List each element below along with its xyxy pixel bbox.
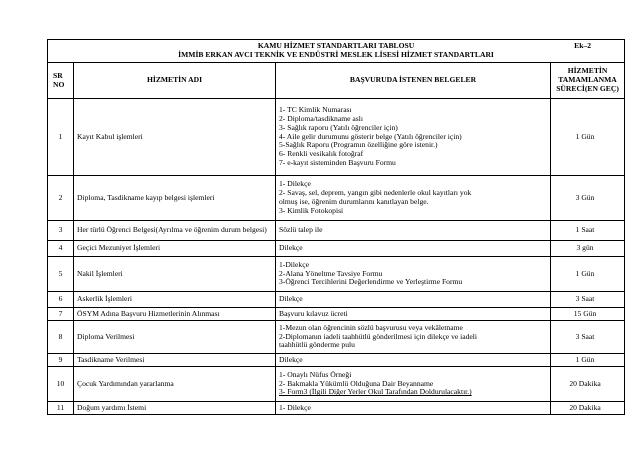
document-line: Sözlü talep ile	[279, 225, 323, 235]
row-number: 4	[48, 241, 74, 257]
service-name: Her türlü Öğrenci Belgesi(Ayrılma ve öğrenim durum belgesi)	[74, 221, 276, 241]
required-documents	[276, 292, 551, 308]
table-row	[48, 221, 625, 241]
required-documents	[276, 402, 551, 415]
document-line: taahhütlü gönderme pulu	[279, 340, 355, 350]
table-row	[48, 308, 625, 321]
annex-label: Ek–2	[574, 41, 592, 51]
completion-time: 1 Gün	[551, 99, 625, 176]
header-duration: HİZMETİN TAMAMLANMA SÜRECİ(EN GEÇ)	[551, 63, 625, 99]
services-table	[47, 39, 625, 415]
row-number: 2	[48, 176, 74, 221]
service-name: Diploma Verilmesi	[74, 321, 276, 354]
school-title: İMMİB ERKAN AVCI TEKNİK VE ENDÜSTRİ MESLEK LİSESİ HİZMET STANDARTLARI	[178, 50, 494, 59]
service-name: Çocuk Yardımından yararlanma	[74, 367, 276, 402]
table-row	[48, 292, 625, 308]
rows-body	[48, 99, 625, 415]
row-number: 10	[48, 367, 74, 402]
document-line: 3- Form3 (İlgili Diğer Yerler Okul Tarafından Doldurulacaktır.)	[279, 387, 472, 397]
document-line: Dilekçe	[279, 243, 303, 253]
document-line: 1- TC Kimlik Numarası	[279, 104, 352, 114]
completion-time: 3 Saat	[551, 292, 625, 308]
document-line: 1- Onaylı Nüfus Örneği	[279, 369, 352, 379]
document-line: Dilekçe	[279, 294, 303, 304]
completion-time: 15 Gün	[551, 308, 625, 321]
document-line: 4- Aile gelir durumunu gösterir belge (Yatılı öğrenciler için)	[279, 131, 462, 141]
document-line: 2- Savaş, sel, deprem, yangın gibi nedenlerle okul kayıtları yok	[279, 188, 472, 198]
document-line: 7- e-kayıt sisteminden Başvuru Formu	[279, 158, 396, 168]
row-number: 7	[48, 308, 74, 321]
service-name: Kayıt Kabul işlemleri	[74, 99, 276, 176]
service-name: ÖSYM Adına Başvuru Hizmetlerinin Alınması	[74, 308, 276, 321]
required-documents	[276, 354, 551, 367]
document-line: 2- Bakmakla Yükümlü Olduğuna Dair Beyanname	[279, 378, 434, 388]
completion-time: 20 Dakika	[551, 367, 625, 402]
table-row	[48, 321, 625, 354]
document-line: 2-Alana Yöneltme Tavsiye Formu	[279, 268, 383, 278]
document-line: 6- Renkli vesikalık fotoğraf	[279, 149, 364, 159]
document-line: 1-Dilekçe	[279, 259, 309, 269]
services-standards-sheet	[47, 39, 624, 415]
document-line: 2- Diploma/tasdikname aslı	[279, 113, 363, 123]
row-number: 1	[48, 99, 74, 176]
required-documents	[276, 241, 551, 257]
table-row	[48, 99, 625, 176]
service-name: Nakil İşlemleri	[74, 257, 276, 292]
row-number: 11	[48, 402, 74, 415]
completion-time: 20 Dakika	[551, 402, 625, 415]
table-row	[48, 367, 625, 402]
table-row	[48, 257, 625, 292]
service-name: Askerlik İşlemleri	[74, 292, 276, 308]
completion-time: 1 Gün	[551, 354, 625, 367]
required-documents	[276, 99, 551, 176]
document-line: 1- Dilekçe	[279, 179, 311, 189]
row-number: 3	[48, 221, 74, 241]
completion-time: 1 Saat	[551, 221, 625, 241]
header-row	[48, 63, 625, 99]
required-documents	[276, 308, 551, 321]
required-documents	[276, 321, 551, 354]
document-line: 2-Diplomanın iadeli taahhütlü gönderilmesi için dilekçe ve iadeli	[279, 331, 478, 341]
completion-time: 3 Saat	[551, 321, 625, 354]
document-line: 1- Dilekçe	[279, 402, 311, 412]
document-line: Dilekçe	[279, 354, 303, 364]
header-no: SR NO	[48, 63, 74, 99]
required-documents	[276, 367, 551, 402]
required-documents	[276, 176, 551, 221]
table-row	[48, 241, 625, 257]
row-number: 9	[48, 354, 74, 367]
service-name: Geçici Mezuniyet İşlemleri	[74, 241, 276, 257]
document-line: 5-Sağlık Raporu (Programın özelliğine göre istenir.)	[279, 140, 438, 150]
required-documents	[276, 221, 551, 241]
table-title-row	[48, 40, 625, 63]
table-row	[48, 354, 625, 367]
document-line: olmuş ise, öğrenim durumlarını kanıtlayan belge.	[279, 197, 429, 206]
row-number: 8	[48, 321, 74, 354]
document-line: 3- Sağlık raporu (Yatılı öğrenciler için)	[279, 122, 398, 132]
document-line: 3-Öğrenci Tercihlerini Değerlendirme ve Yerleştirme Formu	[279, 277, 463, 287]
document-line: 1-Mezun olan öğrencinin sözlü başvurusu veya vekâletname	[279, 322, 463, 332]
document-line: Başvuru kılavuz ücreti	[279, 308, 348, 318]
service-name: Diploma, Tasdikname kayıp belgesi işlemleri	[74, 176, 276, 221]
service-name: Doğum yardımı İstemi	[74, 402, 276, 415]
table-title-cell	[48, 40, 625, 63]
header-documents: BAŞVURUDA İSTENEN BELGELER	[276, 63, 551, 99]
completion-time: 3 Gün	[551, 176, 625, 221]
completion-time: 3 gün	[551, 241, 625, 257]
completion-time: 1 Gün	[551, 257, 625, 292]
table-row	[48, 176, 625, 221]
document-line: 3- Kimlik Fotokopisi	[279, 205, 344, 215]
table-title: KAMU HİZMET STANDARTLARI TABLOSU	[257, 41, 415, 51]
row-number: 6	[48, 292, 74, 308]
table-row	[48, 402, 625, 415]
required-documents	[276, 257, 551, 292]
service-name: Tasdikname Verilmesi	[74, 354, 276, 367]
header-service: HİZMETİN ADI	[74, 63, 276, 99]
row-number: 5	[48, 257, 74, 292]
